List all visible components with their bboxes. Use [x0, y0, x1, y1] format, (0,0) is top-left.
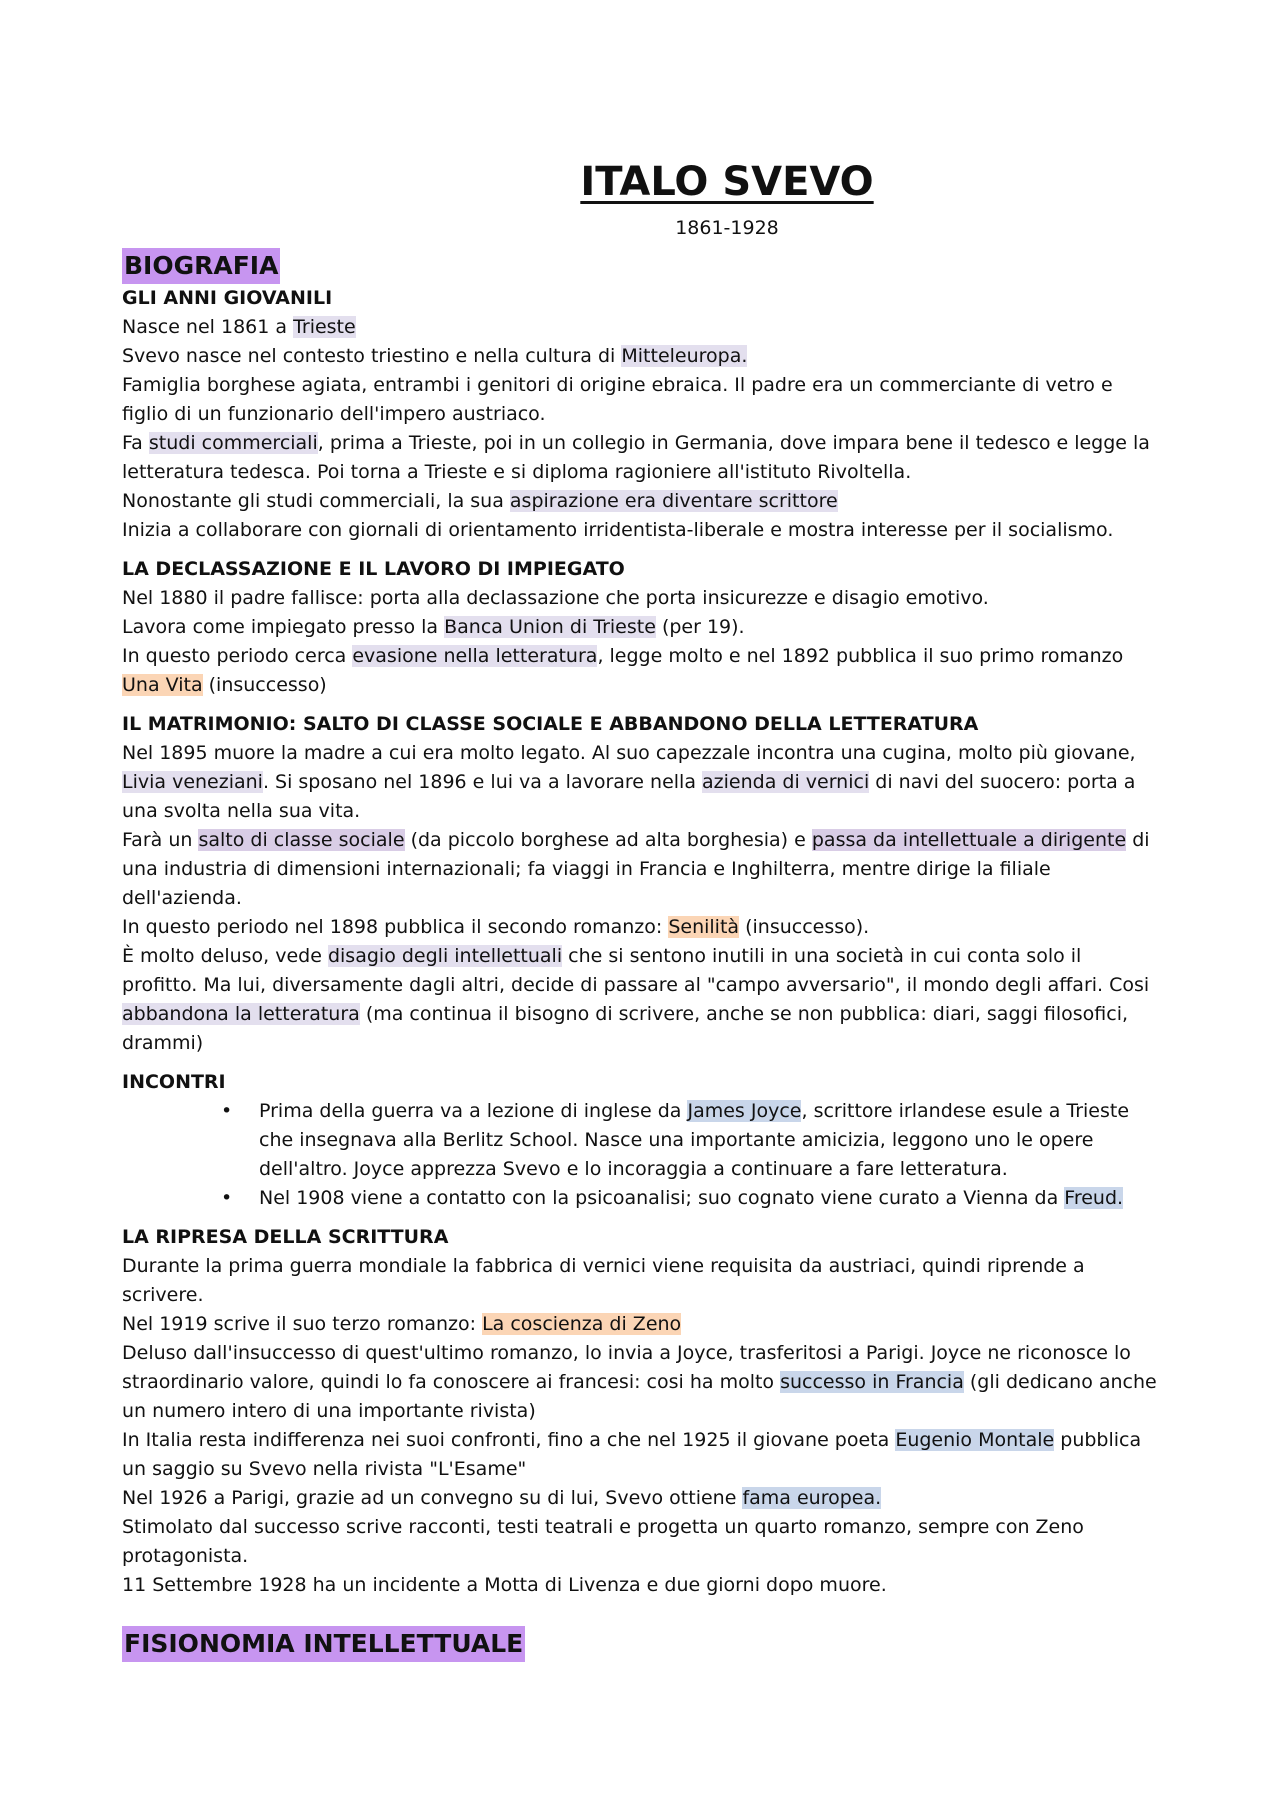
years-subtitle: 1861-1928 — [675, 217, 779, 239]
highlight-book: Senilità — [668, 916, 740, 938]
paragraph-line: protagonista. — [122, 1545, 249, 1567]
list-item: • Prima della guerra va a lezione di inglese da James Joyce, scrittore irlandese esule a Trieste che insegnava alla Berlitz School. Nasce una importante amicizia, leggono uno le opere dell'altro. Joyce apprezza Svevo e lo incoraggia a continuare a fare letteratura. — [259, 1097, 1182, 1184]
highlight-person: Eugenio Montale — [895, 1429, 1055, 1451]
paragraph-line: Nasce nel 1861 a Trieste — [122, 316, 356, 338]
highlight-book: La coscienza di Zeno — [482, 1313, 682, 1335]
heading-incontri: INCONTRI — [122, 1071, 226, 1093]
heading-ripresa: LA RIPRESA DELLA SCRITTURA — [122, 1226, 449, 1248]
title-text: ITALO SVEVO — [580, 159, 874, 205]
page-title — [122, 156, 1182, 208]
paragraph-line: Famiglia borghese agiata, entrambi i genitori di origine ebraica. Il padre era un commerciante di vetro e — [122, 374, 1113, 396]
paragraph-line: Nel 1880 il padre fallisce: porta alla declassazione che porta insicurezze e disagio emotivo. — [122, 587, 989, 609]
paragraph-line: In questo periodo nel 1898 pubblica il secondo romanzo: Senilità (insuccesso). — [122, 916, 870, 938]
paragraph-line: In Italia resta indifferenza nei suoi confronti, fino a che nel 1925 il giovane poeta Eugenio Montale pubblica — [122, 1429, 1142, 1451]
heading-declassazione: LA DECLASSAZIONE E IL LAVORO DI IMPIEGATO — [122, 558, 625, 580]
paragraph-line: dell'azienda. — [122, 887, 242, 909]
paragraph-line: profitto. Ma lui, diversamente dagli altri, decide di passare al "campo avversario", il mondo degli affari. Cosi — [122, 974, 1150, 996]
paragraph-line: abbandona la letteratura (ma continua il bisogno di scrivere, anche se non pubblica: diari, saggi filosofici, — [122, 1003, 1129, 1025]
highlight: Livia veneziani — [122, 771, 263, 793]
paragraph-line: Deluso dall'insuccesso di quest'ultimo romanzo, lo invia a Joyce, trasferitosi a Parigi. Joyce ne riconosce lo — [122, 1342, 1131, 1364]
paragraph-line: In questo periodo cerca evasione nella letteratura, legge molto e nel 1892 pubblica il suo primo romanzo — [122, 645, 1124, 667]
paragraph-line: Lavora come impiegato presso la Banca Union di Trieste (per 19). — [122, 616, 745, 638]
paragraph-line: Fa studi commerciali, prima a Trieste, poi in un collegio in Germania, dove impara bene il tedesco e legge la — [122, 432, 1150, 454]
paragraph-line: un saggio su Svevo nella rivista "L'Esame" — [122, 1458, 527, 1480]
paragraph-line: figlio di un funzionario dell'impero austriaco. — [122, 403, 546, 425]
list-item: • Nel 1908 viene a contatto con la psicoanalisi; suo cognato viene curato a Vienna da Freud. — [259, 1184, 1182, 1213]
highlight: Trieste — [293, 316, 356, 338]
paragraph-line: Nel 1919 scrive il suo terzo romanzo: La coscienza di Zeno — [122, 1313, 682, 1335]
document-page — [122, 0, 1182, 1662]
bullet-list — [122, 1097, 1182, 1213]
highlight: Mitteleuropa. — [621, 345, 748, 367]
paragraph-line: Inizia a collaborare con giornali di orientamento irridentista-liberale e mostra interesse per il socialismo. — [122, 519, 1114, 541]
highlight: studi commerciali — [148, 432, 318, 454]
highlight: Banca Union di Trieste — [444, 616, 656, 638]
paragraph-line: È molto deluso, vede disagio degli intellettuali che si sentono inutili in una società in cui conta solo il — [122, 945, 1082, 967]
highlight: disagio degli intellettuali — [327, 945, 563, 967]
highlight: fama europea. — [742, 1487, 882, 1509]
paragraph-line: scrivere. — [122, 1284, 204, 1306]
paragraph-line: Nonostante gli studi commerciali, la sua aspirazione era diventare scrittore — [122, 490, 838, 512]
highlight-person: Freud. — [1064, 1187, 1124, 1209]
highlight: azienda di vernici — [702, 771, 870, 793]
paragraph-line: straordinario valore, quindi lo fa conoscere ai francesi: cosi ha molto successo in Francia (gli dedicano anche — [122, 1371, 1157, 1393]
highlight: salto di classe sociale — [198, 829, 405, 851]
paragraph-line: una svolta nella sua vita. — [122, 800, 361, 822]
paragraph-line: Livia veneziani. Si sposano nel 1896 e lui va a lavorare nella azienda di vernici di navi del suocero: porta a — [122, 771, 1136, 793]
paragraph-line: Durante la prima guerra mondiale la fabbrica di vernici viene requisita da austriaci, quindi riprende a — [122, 1255, 1085, 1277]
paragraph-line: una industria di dimensioni internazionali; fa viaggi in Francia e Inghilterra, mentre dirige la filiale — [122, 858, 1051, 880]
paragraph-line: Nel 1926 a Parigi, grazie ad un convegno su di lui, Svevo ottiene fama europea. — [122, 1487, 882, 1509]
paragraph-line: drammi) — [122, 1032, 204, 1054]
paragraph-line: 11 Settembre 1928 ha un incidente a Motta di Livenza e due giorni dopo muore. — [122, 1574, 887, 1596]
paragraph-line: Stimolato dal successo scrive racconti, testi teatrali e progetta un quarto romanzo, sempre con Zeno — [122, 1516, 1084, 1538]
paragraph-line: letteratura tedesca. Poi torna a Trieste e si diploma ragioniere all'istituto Rivoltella. — [122, 461, 912, 483]
heading-anni-giovanili: GLI ANNI GIOVANILI — [122, 287, 333, 309]
paragraph-line: Svevo nasce nel contesto triestino e nella cultura di Mitteleuropa. — [122, 345, 748, 367]
highlight-book: Una Vita — [122, 674, 203, 696]
section-fisionomia: FISIONOMIA INTELLETTUALE — [122, 1626, 525, 1662]
highlight: evasione nella letteratura — [352, 645, 598, 667]
paragraph-line: Una Vita (insuccesso) — [122, 674, 327, 696]
highlight: abbandona la letteratura — [122, 1003, 360, 1025]
highlight: successo in Francia — [780, 1371, 964, 1393]
section-biografia: BIOGRAFIA — [122, 248, 280, 284]
highlight: passa da intellettuale a dirigente — [811, 829, 1127, 851]
heading-matrimonio: IL MATRIMONIO: SALTO DI CLASSE SOCIALE E ABBANDONO DELLA LETTERATURA — [122, 713, 979, 735]
paragraph-line: un numero intero di una importante rivista) — [122, 1400, 536, 1422]
highlight-person: James Joyce — [687, 1100, 802, 1122]
highlight: aspirazione era diventare scrittore — [509, 490, 838, 512]
paragraph-line: Farà un salto di classe sociale (da piccolo borghese ad alta borghesia) e passa da intellettuale a dirigente di — [122, 829, 1150, 851]
paragraph-line: Nel 1895 muore la madre a cui era molto legato. Al suo capezzale incontra una cugina, molto più giovane, — [122, 742, 1136, 764]
